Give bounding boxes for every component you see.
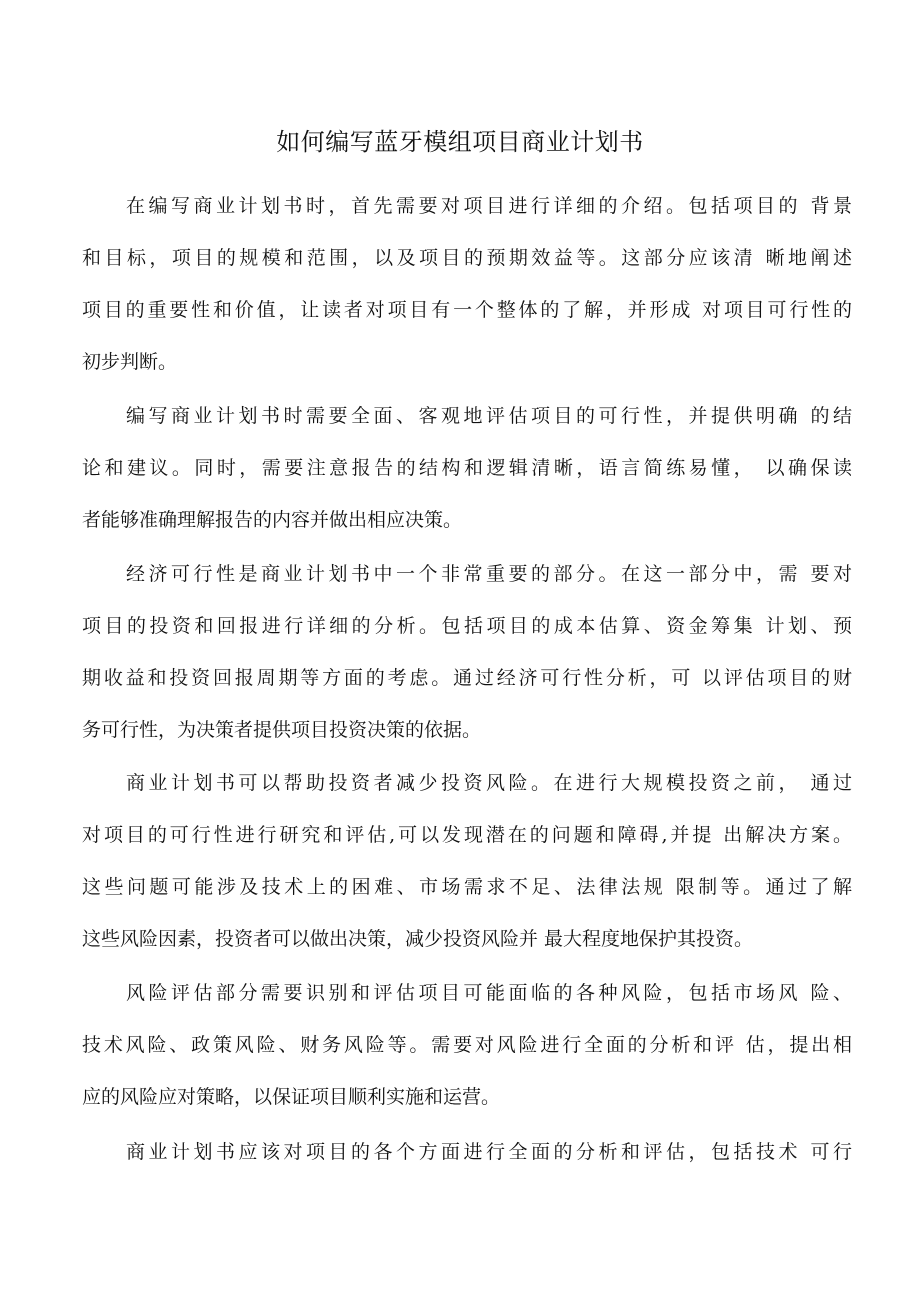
paragraph-line: 这些风险因素，投资者可以做出决策，减少投资风险并 最大程度地保护其投资。 bbox=[82, 928, 754, 950]
paragraph-4 bbox=[82, 757, 852, 965]
paragraph-line: 技术风险、政策风险、财务风险等。需要对风险进行全面的分析和评 估，提出相 bbox=[82, 1034, 852, 1056]
paragraph-line: 项目的投资和回报进行详细的分析。包括项目的成本估算、资金筹集 计划、预 bbox=[82, 615, 852, 637]
paragraph-line: 期收益和投资回报周期等方面的考虑。通过经济可行性分析，可 以评估项目的财 bbox=[82, 667, 852, 689]
paragraph-6 bbox=[82, 1126, 852, 1178]
paragraph-3 bbox=[82, 548, 852, 756]
paragraph-line: 在编写商业计划书时，首先需要对项目进行详细的介绍。包括项目的 背景 bbox=[126, 195, 852, 217]
paragraph-line: 务可行性，为决策者提供项目投资决策的依据。 bbox=[82, 719, 482, 741]
paragraph-line: 初步判断。 bbox=[82, 351, 178, 373]
paragraph-line: 商业计划书可以帮助投资者减少投资风险。在进行大规模投资之前， 通过 bbox=[126, 772, 852, 794]
paragraph-line: 论和建议。同时，需要注意报告的结构和逻辑清晰，语言简练易懂， 以确保读 bbox=[82, 457, 852, 479]
paragraph-line: 应的风险应对策略，以保证项目顺利实施和运营。 bbox=[82, 1086, 501, 1108]
paragraph-line: 和目标，项目的规模和范围，以及项目的预期效益等。这部分应该清 晰地阐述 bbox=[82, 247, 852, 269]
document-title: 如何编写蓝牙模组项目商业计划书 bbox=[276, 128, 644, 156]
paragraph-2 bbox=[82, 390, 852, 546]
paragraph-line: 对项目的可行性进行研究和评估,可以发现潜在的问题和障碍,并提 出解决方案。 bbox=[82, 824, 852, 846]
paragraph-line: 项目的重要性和价值，让读者对项目有一个整体的了解，并形成 对项目可行性的 bbox=[82, 299, 852, 321]
paragraph-1 bbox=[82, 180, 852, 388]
paragraph-line: 者能够准确理解报告的内容并做出相应决策。 bbox=[82, 509, 463, 531]
paragraph-5 bbox=[82, 967, 852, 1123]
paragraph-line: 这些问题可能涉及技术上的困难、市场需求不足、法律法规 限制等。通过了解 bbox=[82, 876, 852, 898]
paragraph-line: 商业计划书应该对项目的各个方面进行全面的分析和评估，包括技术 可行 bbox=[126, 1141, 852, 1163]
paragraph-line: 风险评估部分需要识别和评估项目可能面临的各种风险，包括市场风 险、 bbox=[126, 982, 852, 1004]
paragraph-line: 经济可行性是商业计划书中一个非常重要的部分。在这一部分中，需 要对 bbox=[126, 563, 852, 585]
paragraph-line: 编写商业计划书时需要全面、客观地评估项目的可行性，并提供明确 的结 bbox=[126, 405, 852, 427]
